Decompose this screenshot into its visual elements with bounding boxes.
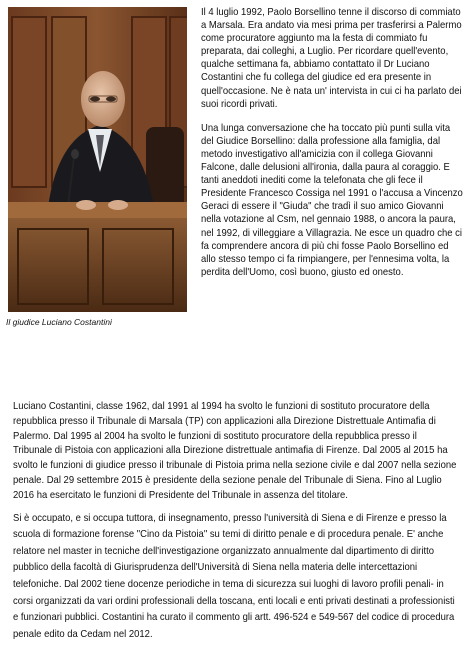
intro-paragraph-1: Il 4 luglio 1992, Paolo Borsellino tenne il discorso di commiato a Marsala. Era andato via mesi prima per trasferirsi a Palermo come procuratore aggiunto ma la festa di commiato fu preparata, dai colleghi, a Luglio. Per ricordare quell'evento, qualche settimana fa, abbiamo contattato il Dr Luciano Costantini che fu collega del giudice ed era presente in quell'occasione. Ne è nata un' intervista in cui ci ha parlato dei suoi ricordi privati. bbox=[201, 7, 462, 110]
intro-column bbox=[201, 6, 463, 279]
judge-photo bbox=[8, 7, 187, 312]
intro-paragraph-2: Una lunga conversazione che ha toccato più punti sulla vita del Giudice Borsellino: dalla professione alla famiglia, dal metodo investigativo all'amicizia con il collega Giovanni Falcone, dalle delusioni all'ironia, dalla paura al coraggio. E tanti aneddoti inediti come la telefonata che gli fece il Presidente Francesco Cossiga nel 1991 o l'accusa a Vincenzo Geraci di essere il "Giuda" che tradì il suo amico Giovanni nella votazione al Csm, nel gennaio 1988, o ancora la paura, nel 1992, di villeggiare a Villagrazia. Ne esce un quadro che ci fa comprendere ancora di più chi fosse Paolo Borsellino ed allo stesso tempo ci fa rimpiangere, per l'ennesima volta, la perdita dell'Uomo, così buono, giusto ed onesto. bbox=[201, 122, 463, 278]
bio-paragraph-1: Luciano Costantini, classe 1962, dal 1991 al 1994 ha svolto le funzioni di sostituto procuratore della repubblica presso il Tribunale di Marsala (TP) con applicazioni alla Direzione Distrettuale Antimafia di Palermo. Dal 1995 al 2004 ha svolto le funzioni di sostituto procuratore della repubblica presso il Tribunale di Pistoia con applicazioni alla Direzione distrettuale antimafia di Firenze. Dal 2005 al 2015 ha svolto le funzioni di giudice presso il tribunale di Pistoia prima nella sezione civile e dal 2007 nella sezione penale. Dal 29 settembre 2015 è presidente della sezione penale del Tribunale di Siena. Fino al Luglio 2016 ha esercitato le funzioni di Presidente del Tribunale in assenza del titolare. bbox=[13, 401, 457, 501]
photo-caption: Il giudice Luciano Costantini bbox=[6, 317, 112, 327]
bio-section bbox=[13, 400, 459, 643]
judge-portrait-illustration bbox=[8, 7, 187, 312]
bio-paragraph-2: Si è occupato, e si occupa tuttora, di insegnamento, presso l'università di Siena e di Firenze e presso la scuola di formazione forense "Cino da Pistoia" su temi di diritto penale e di procedura penale. E' anche relatore nel master in tecniche dell'investigazione organizzato annualmente dal dipartimento di diritto pubblico della facoltà di Giurisprudenza dell'Università di Siena nella materia delle intercettazioni telefoniche. Dal 2002 tiene docenze periodiche in tema di sicurezza sui luoghi di lavoro profili penali- in corsi organizzati da vari ordini professionali della toscana, enti locali e enti privati destinati a professionisti e funzionari pubblici. Costantini ha curato il commento gli artt. 496-524 e 549-567 del codice di procedura penale edito da Cedam nel 2012. bbox=[13, 512, 455, 640]
